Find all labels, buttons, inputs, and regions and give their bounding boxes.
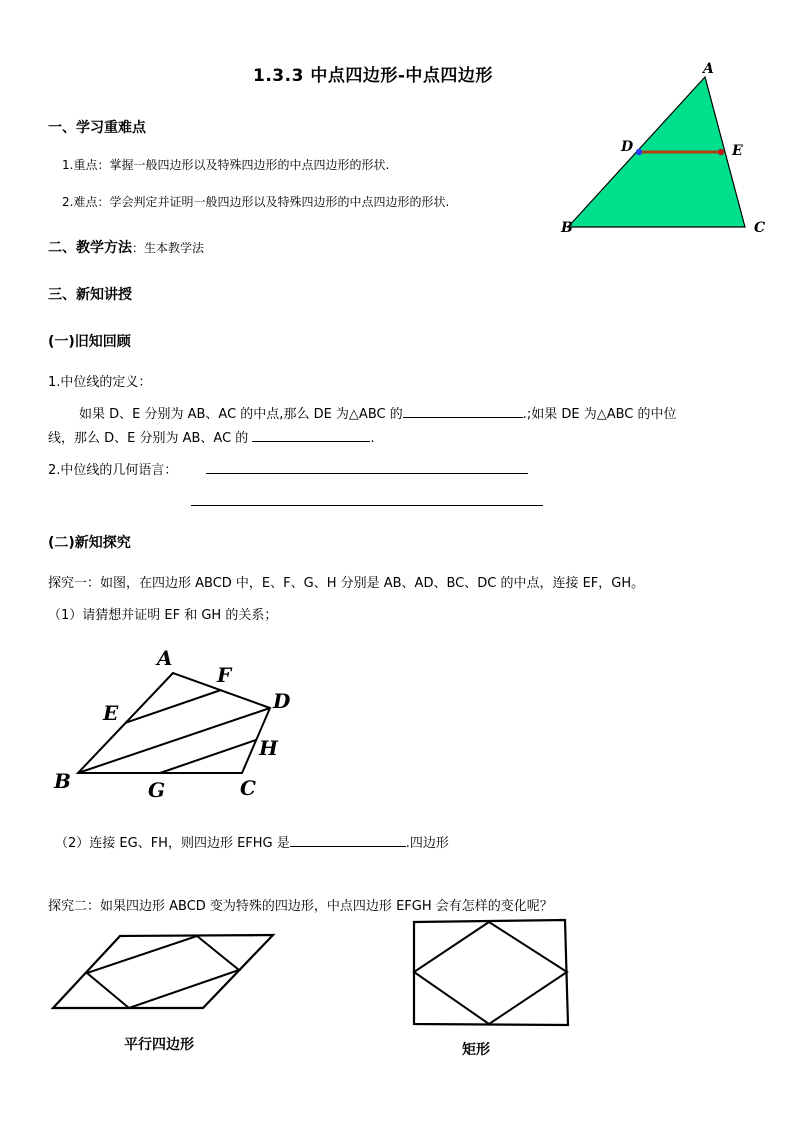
label-c: C	[240, 776, 256, 800]
midline-triangle-figure	[555, 55, 775, 240]
midline-definition-line-1	[79, 403, 677, 422]
explore-2-text: 探究二：如果四边形 ABCD 变为特殊的四边形，中点四边形 EFGH 会有怎样的变化呢？	[48, 899, 553, 914]
midpoint-rhombus	[414, 922, 567, 1024]
section-heading-3: 三、新知讲授	[48, 287, 132, 303]
definition-text-d: .	[370, 431, 375, 446]
label-g: G	[148, 778, 166, 802]
answer-blank-2[interactable]	[252, 428, 370, 442]
definition-text-c: 线，那么 D、E 分别为 AB、AC 的	[48, 431, 249, 446]
rectangle-figure	[405, 912, 575, 1032]
point-d	[636, 149, 642, 155]
section-heading-1: 一、学习重难点	[48, 120, 146, 136]
rectangle-caption: 矩形	[462, 1042, 490, 1058]
label-e: E	[103, 701, 119, 725]
label-d: D	[273, 689, 291, 713]
question-1-label: 1.中位线的定义：	[48, 375, 152, 390]
parallelogram-figure	[45, 925, 285, 1020]
answer-line-3[interactable]	[206, 473, 528, 474]
teaching-method-row	[48, 237, 204, 257]
definition-text-a: 如果 D、E 分别为 AB、AC 的中点,那么 DE 为△ABC 的	[79, 407, 403, 422]
teaching-method-text: ：生本教学法	[132, 241, 205, 255]
key-point-text: 1.重点：掌握一般四边形以及特殊四边形的中点四边形的形状.	[62, 158, 390, 172]
label-d: D	[621, 139, 634, 155]
explore-1-text: 探究一：如图，在四边形 ABCD 中，E、F、G、H 分别是 AB、AD、BC、DC 的中点，连接 EF，GH。	[48, 576, 645, 591]
segment-ef	[125, 690, 221, 723]
label-b: B	[561, 220, 573, 236]
section-heading-2: 二、教学方法	[48, 240, 132, 256]
part1-heading: (一)旧知回顾	[48, 334, 131, 350]
label-a: A	[157, 646, 173, 670]
label-a: A	[703, 61, 714, 77]
midline-definition-line-2	[48, 427, 375, 446]
definition-text-b: .;如果 DE 为△ABC 的中位	[522, 407, 677, 422]
answer-line-4[interactable]	[191, 505, 543, 506]
part2-heading: (二)新知探究	[48, 535, 131, 551]
answer-blank-1[interactable]	[403, 404, 523, 418]
label-f: F	[217, 663, 232, 687]
label-e: E	[732, 143, 743, 159]
label-c: C	[754, 220, 766, 236]
label-b: B	[54, 769, 71, 793]
point-e	[718, 149, 724, 155]
explore-1-question-1: （1）请猜想并证明 EF 和 GH 的关系；	[48, 608, 278, 623]
page-title: 1.3.3 中点四边形-中点四边形	[253, 66, 493, 86]
quadrilateral-midpoint-figure	[40, 640, 320, 810]
rectangle-outline	[414, 920, 568, 1025]
question-2-text-b: .四边形	[405, 836, 449, 851]
answer-blank-5[interactable]	[290, 833, 406, 847]
question-2-text-a: （2）连接 EG、FH，则四边形 EFHG 是	[55, 836, 290, 851]
difficult-point-text: 2.难点：学会判定并证明一般四边形以及特殊四边形的中点四边形的形状.	[62, 195, 450, 209]
label-h: H	[259, 736, 278, 760]
segment-gh	[160, 740, 256, 773]
parallelogram-caption: 平行四边形	[124, 1037, 194, 1053]
explore-1-question-2	[55, 832, 449, 851]
question-2-label: 2.中位线的几何语言：	[48, 463, 178, 478]
